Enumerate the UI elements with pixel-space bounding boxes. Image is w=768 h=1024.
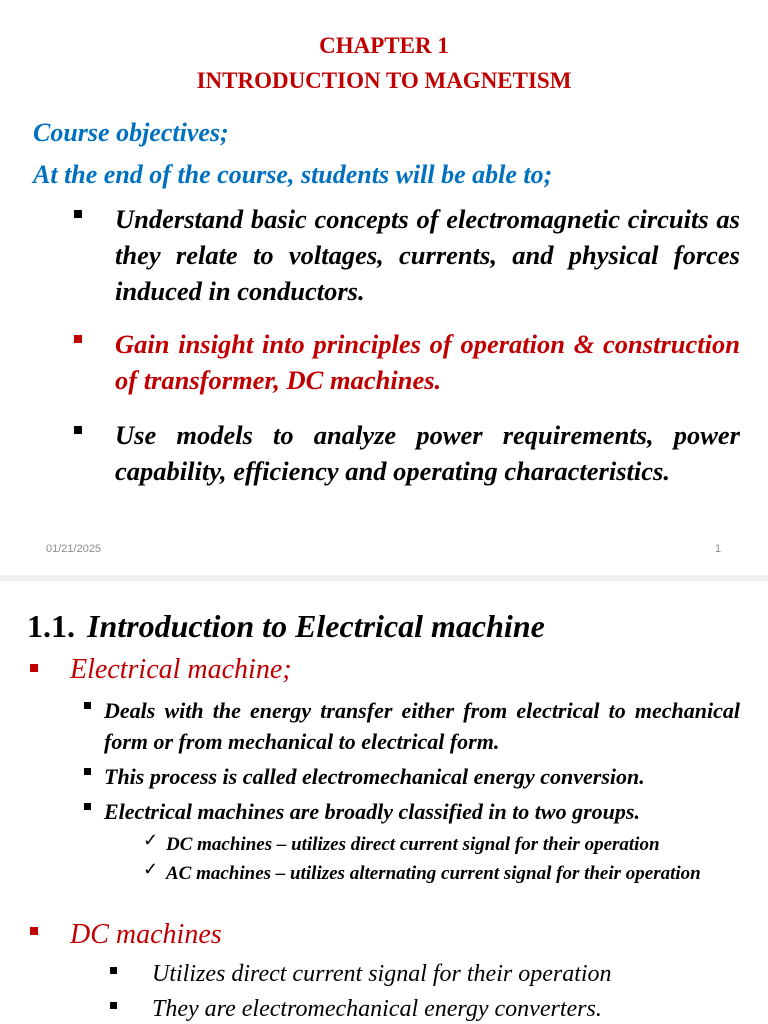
chapter-title: INTRODUCTION TO MAGNETISM: [196, 68, 572, 93]
slide-2: [0, 581, 768, 1024]
objectives-intro: At the end of the course, students will be able to;: [33, 160, 553, 189]
section-title-text: Introduction to Electrical machine: [87, 608, 545, 644]
dc-machines-point-1: Utilizes direct current signal for their operation: [152, 961, 612, 987]
checkmark-icon: ✓: [143, 859, 159, 879]
bullet-square-icon: [84, 803, 91, 810]
footer-date: 01/21/2025: [46, 543, 102, 555]
bullet-square-icon: [30, 927, 38, 935]
dc-machines-group: DC machines – utilizes direct current signal for their operation: [166, 834, 660, 855]
section-title: [27, 608, 545, 645]
objective-bullet-2: Gain insight into principles of operation & construction of transformer, DC machines.: [115, 329, 740, 395]
objective-bullet-1: Understand basic concepts of electromagnetic circuits as they relate to voltages, currents, and physical forces induced in conductors.: [115, 204, 740, 306]
chapter-label: CHAPTER 1: [319, 33, 449, 58]
objective-bullet-3: Use models to analyze power requirements, power capability, efficiency and operating characteristics.: [115, 420, 740, 486]
electrical-machine-point-1: Deals with the energy transfer either from electrical to mechanical form or from mechanical to electrical form.: [104, 698, 740, 754]
bullet-square-icon: [84, 702, 91, 709]
checkmark-icon: ✓: [143, 830, 159, 850]
dc-machines-point-2: They are electromechanical energy converters.: [152, 996, 602, 1022]
section-number: 1.1.: [27, 608, 75, 644]
bullet-square-icon: [84, 768, 91, 775]
bullet-square-icon: [74, 426, 82, 434]
bullet-square-icon: [110, 1002, 117, 1009]
bullet-square-icon: [74, 335, 82, 343]
dc-machines-heading: DC machines: [70, 919, 222, 950]
bullet-square-icon: [74, 210, 82, 218]
objectives-heading: Course objectives;: [33, 118, 229, 147]
footer-page-number: 1: [715, 543, 722, 555]
bullet-square-icon: [110, 967, 117, 974]
ac-machines-group: AC machines – utilizes alternating current signal for their operation: [166, 863, 701, 884]
bullet-square-icon: [30, 664, 38, 672]
electrical-machine-point-2: This process is called electromechanical energy conversion.: [104, 764, 645, 789]
electrical-machine-heading: Electrical machine;: [70, 654, 292, 685]
electrical-machine-point-3: Electrical machines are broadly classified in to two groups.: [104, 799, 640, 824]
